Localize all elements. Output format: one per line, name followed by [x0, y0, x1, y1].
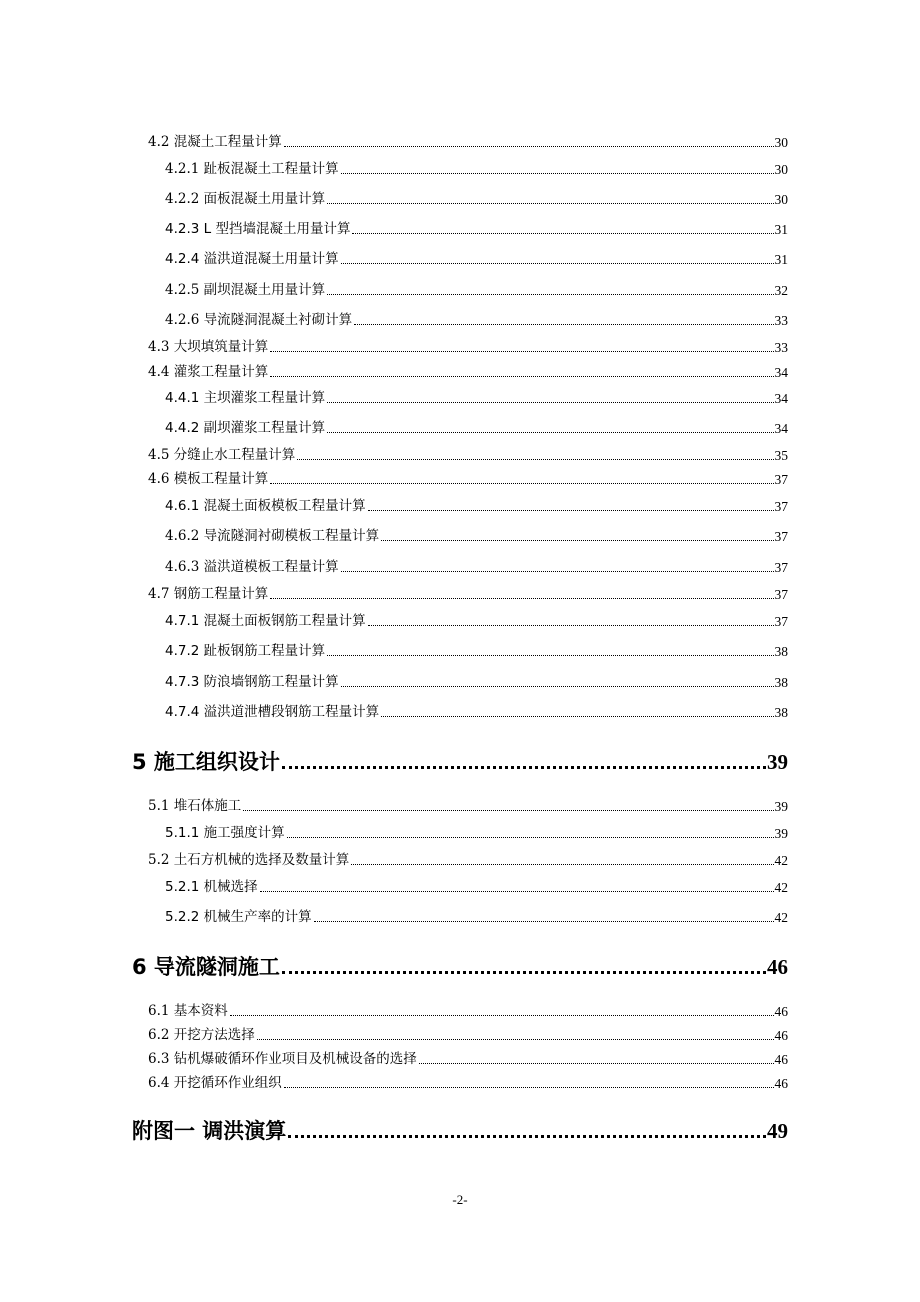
- toc-entry-title: 4.7.4 溢洪道泄槽段钢筋工程量计算: [165, 704, 380, 720]
- toc-chapter-title: 5 施工组织设计: [132, 750, 280, 774]
- toc-entry-page: 39: [774, 799, 788, 814]
- leader-dots: [341, 570, 774, 572]
- leader-dots: [341, 262, 774, 264]
- leader-dots: [257, 1038, 774, 1040]
- toc-entry[interactable]: [165, 500, 788, 514]
- toc-entry-title: 6.2 开挖方法选择: [148, 1027, 255, 1043]
- toc-entry-title: 4.6.3 溢洪道模板工程量计算: [165, 559, 339, 575]
- toc-entry-page: 42: [774, 880, 788, 895]
- leader-dots: [282, 765, 766, 769]
- leader-dots: [288, 1134, 766, 1138]
- toc-entry-title: 6.1 基本资料: [148, 1003, 228, 1019]
- toc-entry-page: 38: [774, 644, 788, 659]
- leader-dots: [270, 375, 773, 377]
- toc-entry-title: 4.4.1 主坝灌浆工程量计算: [165, 390, 326, 406]
- leader-dots: [282, 970, 766, 974]
- toc-entry-title: 4.6 模板工程量计算: [148, 471, 269, 487]
- leader-dots: [419, 1062, 774, 1064]
- toc-entry-title: 4.4 灌浆工程量计算: [148, 364, 269, 380]
- toc-entry-title: 4.7 钢筋工程量计算: [148, 586, 269, 602]
- toc-entry-page: 34: [774, 365, 788, 380]
- toc-entry-page: 30: [774, 135, 788, 150]
- toc-entry[interactable]: [148, 1077, 788, 1091]
- toc-entry-title: 6.3 钻机爆破循环作业项目及机械设备的选择: [148, 1051, 417, 1067]
- leader-dots: [284, 145, 774, 147]
- toc-entry[interactable]: [165, 881, 788, 895]
- toc-entry[interactable]: [148, 473, 788, 487]
- toc-entry[interactable]: [148, 366, 788, 380]
- toc-entry-title: 4.4.2 副坝灌浆工程量计算: [165, 420, 326, 436]
- toc-entry[interactable]: [165, 530, 788, 544]
- leader-dots: [297, 458, 773, 460]
- leader-dots: [351, 863, 773, 865]
- toc-entry[interactable]: [148, 1005, 788, 1019]
- toc-chapter-page: 49: [767, 1119, 788, 1143]
- toc-chapter-page: 46: [767, 955, 788, 979]
- toc-entry-title: 5.1.1 施工强度计算: [165, 825, 285, 841]
- leader-dots: [341, 685, 774, 687]
- toc-entry[interactable]: [148, 854, 788, 868]
- toc-entry-page: 37: [774, 529, 788, 544]
- toc-entry-page: 39: [774, 826, 788, 841]
- toc-entry[interactable]: [165, 284, 788, 298]
- toc-entry[interactable]: [165, 314, 788, 328]
- toc-entry-title: 4.3 大坝填筑量计算: [148, 339, 269, 355]
- toc-entry-page: 46: [774, 1052, 788, 1067]
- toc-entry[interactable]: [165, 706, 788, 720]
- toc-entry[interactable]: [148, 588, 788, 602]
- toc-entry-page: 46: [774, 1076, 788, 1091]
- toc-entry[interactable]: [148, 1029, 788, 1043]
- toc-entry[interactable]: [165, 223, 788, 237]
- toc-entry-page: 38: [774, 705, 788, 720]
- toc-entry-page: 37: [774, 499, 788, 514]
- toc-entry[interactable]: [165, 561, 788, 575]
- leader-dots: [270, 482, 773, 484]
- toc-entry-title: 4.2.3 L 型挡墙混凝土用量计算: [165, 221, 351, 237]
- toc-entry[interactable]: [148, 341, 788, 355]
- leader-dots: [243, 809, 773, 811]
- toc-entry-title: 5.1 堆石体施工: [148, 798, 242, 814]
- leader-dots: [260, 890, 774, 892]
- toc-entry[interactable]: [165, 645, 788, 659]
- leader-dots: [270, 350, 773, 352]
- leader-dots: [381, 715, 773, 717]
- leader-dots: [284, 1086, 774, 1088]
- toc-entry-page: 38: [774, 675, 788, 690]
- toc-chapter[interactable]: [132, 957, 788, 978]
- toc-entry[interactable]: [165, 827, 788, 841]
- toc-entry-title: 6.4 开挖循环作业组织: [148, 1075, 282, 1091]
- toc-chapter-page: 39: [767, 750, 788, 774]
- leader-dots: [368, 624, 774, 626]
- toc-entry[interactable]: [165, 676, 788, 690]
- toc-entry-page: 33: [774, 313, 788, 328]
- toc-entry-page: 46: [774, 1028, 788, 1043]
- toc-chapter[interactable]: [132, 752, 788, 773]
- toc-entry-title: 4.7.1 混凝土面板钢筋工程量计算: [165, 613, 366, 629]
- leader-dots: [327, 202, 773, 204]
- page-number: -2-: [452, 1192, 468, 1207]
- toc-entry-page: 37: [774, 472, 788, 487]
- leader-dots: [230, 1014, 774, 1016]
- toc-entry-title: 5.2 土石方机械的选择及数量计算: [148, 852, 350, 868]
- toc-entry-title: 5.2.2 机械生产率的计算: [165, 909, 312, 925]
- toc-entry-title: 4.2.6 导流隧洞混凝土衬砌计算: [165, 312, 353, 328]
- toc-chapter-title: 6 导流隧洞施工: [132, 955, 280, 979]
- leader-dots: [327, 431, 773, 433]
- toc-entry-title: 5.2.1 机械选择: [165, 879, 258, 895]
- toc-entry-page: 35: [774, 448, 788, 463]
- leader-dots: [352, 232, 773, 234]
- toc-entry-page: 42: [774, 910, 788, 925]
- leader-dots: [341, 172, 774, 174]
- leader-dots: [327, 654, 773, 656]
- toc-entry-title: 4.7.2 趾板钢筋工程量计算: [165, 643, 326, 659]
- toc-entry-page: 30: [774, 162, 788, 177]
- toc-entry-title: 4.2.4 溢洪道混凝土用量计算: [165, 251, 339, 267]
- toc-entry-title: 4.2.1 趾板混凝土工程量计算: [165, 161, 339, 177]
- toc-entry-page: 34: [774, 421, 788, 436]
- toc-chapter[interactable]: [132, 1121, 788, 1142]
- toc-entry-title: 4.6.2 导流隧洞衬砌模板工程量计算: [165, 528, 380, 544]
- leader-dots: [368, 509, 774, 511]
- toc-entry-page: 31: [774, 252, 788, 267]
- toc-entry-page: 37: [774, 587, 788, 602]
- toc-entry-page: 30: [774, 192, 788, 207]
- toc-entry-title: 4.5 分缝止水工程量计算: [148, 447, 296, 463]
- leader-dots: [327, 401, 773, 403]
- toc-entry-title: 4.7.3 防浪墙钢筋工程量计算: [165, 674, 339, 690]
- leader-dots: [354, 323, 773, 325]
- toc-entry[interactable]: [148, 800, 788, 814]
- leader-dots: [287, 836, 774, 838]
- toc-entry-page: 33: [774, 340, 788, 355]
- toc-entry[interactable]: [148, 136, 788, 150]
- leader-dots: [381, 539, 773, 541]
- toc-entry[interactable]: [165, 163, 788, 177]
- toc-entry-page: 37: [774, 560, 788, 575]
- toc-entry-page: 34: [774, 391, 788, 406]
- leader-dots: [270, 597, 773, 599]
- toc-entry[interactable]: [148, 1053, 788, 1067]
- toc-entry[interactable]: [165, 193, 788, 207]
- toc-entry-page: 31: [774, 222, 788, 237]
- toc-entry-title: 4.2 混凝土工程量计算: [148, 134, 282, 150]
- toc-entry[interactable]: [165, 422, 788, 436]
- toc-entry-page: 37: [774, 614, 788, 629]
- toc-entry-page: 46: [774, 1004, 788, 1019]
- toc-chapter-title: 附图一 调洪演算: [132, 1119, 287, 1143]
- toc-entry-title: 4.2.2 面板混凝土用量计算: [165, 191, 326, 207]
- toc-entry[interactable]: [165, 392, 788, 406]
- leader-dots: [314, 920, 774, 922]
- toc-entry-page: 32: [774, 283, 788, 298]
- toc-entry[interactable]: [165, 911, 788, 925]
- toc-entry[interactable]: [165, 253, 788, 267]
- toc-entry[interactable]: [148, 449, 788, 463]
- toc-entry-title: 4.6.1 混凝土面板模板工程量计算: [165, 498, 366, 514]
- leader-dots: [327, 293, 773, 295]
- toc-entry-title: 4.2.5 副坝混凝土用量计算: [165, 282, 326, 298]
- toc-entry[interactable]: [165, 615, 788, 629]
- toc-entry-page: 42: [774, 853, 788, 868]
